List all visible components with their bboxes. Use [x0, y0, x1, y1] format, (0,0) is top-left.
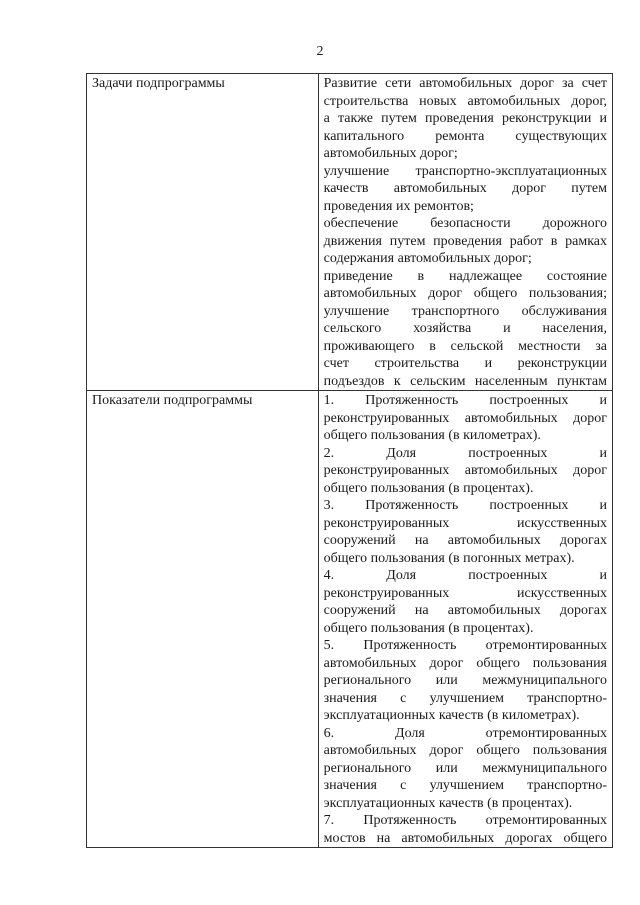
tasks-label: Задачи подпрограммы: [92, 76, 225, 91]
text-line: сооружений на автомобильных дорогах: [323, 533, 607, 548]
text-line: движения путем проведения работ в рамках: [323, 233, 607, 249]
text-line: 5. Протяженность отремонтированных: [323, 638, 607, 653]
tasks-value-cell: [318, 74, 612, 391]
page-number: 2: [316, 44, 324, 59]
tasks-label-cell: [87, 74, 319, 391]
text-line: 4. Доля построенных и: [323, 568, 607, 583]
text-line: счет строительства и реконструкции: [323, 356, 607, 371]
text-line: строительства новых автомобильных дорог,: [323, 93, 607, 109]
text-line: общего пользования (в погонных метрах).: [323, 550, 575, 566]
text-line: значения с улучшением транспортно-: [323, 690, 607, 706]
tasks-text: [324, 75, 607, 390]
text-line: а также путем проведения реконструкции и: [323, 111, 607, 126]
text-line: автомобильных дорог;: [323, 146, 458, 161]
text-line: капитального ремонта существующих: [323, 128, 607, 144]
text-line: 1. Протяженность построенных и: [323, 393, 607, 408]
text-line: сельского хозяйства и населения,: [323, 321, 607, 336]
text-line: обеспечение безопасности дорожного: [323, 216, 607, 231]
text-line: сооружений на автомобильных дорогах: [323, 603, 607, 618]
text-line: автомобильных дорог общего пользования;: [323, 286, 607, 301]
text-line: содержания автомобильных дорог;: [323, 251, 532, 266]
text-line: подъездов к сельским населенным пунктам: [323, 373, 607, 389]
text-line: реконструированных автомобильных дорог: [323, 410, 607, 426]
text-line: проживающего в сельской местности за: [323, 338, 607, 354]
text-line: автомобильных дорог общего пользования: [323, 655, 607, 671]
text-line: 7. Протяженность отремонтированных: [323, 813, 607, 828]
indicators-value-cell: [318, 391, 612, 848]
text-line: автомобильных дорог общего пользования: [323, 743, 607, 758]
text-line: качеств автомобильных дорог путем: [323, 181, 607, 196]
text-line: 3. Протяженность построенных и: [323, 498, 607, 513]
text-line: улучшение транспортно-эксплуатационных: [323, 163, 607, 179]
text-line: значения с улучшением транспортно-: [323, 778, 607, 793]
text-line: приведение в надлежащее состояние: [323, 268, 607, 284]
text-line: эксплуатационных качеств (в километрах).: [323, 708, 580, 723]
text-line: мостов на автомобильных дорогах общего: [323, 830, 607, 846]
subprogram-passport-table: [86, 73, 613, 848]
text-line: реконструированных автомобильных дорог: [323, 463, 607, 478]
text-line: реконструированных искусственных: [323, 515, 607, 531]
text-line: регионального или межмуниципального: [323, 760, 607, 776]
table-row-indicators: [87, 391, 613, 848]
indicators-label-cell: [87, 391, 319, 848]
text-line: улучшение транспортного обслуживания: [323, 303, 607, 319]
text-line: 6. Доля отремонтированных: [323, 725, 607, 741]
text-line: общего пользования (в процентах).: [323, 480, 534, 496]
indicators-label: Показатели подпрограммы: [92, 393, 253, 408]
text-line: регионального или межмуниципального: [323, 673, 607, 688]
text-line: 2. Доля построенных и: [323, 445, 607, 461]
text-line: общего пользования (в процентах).: [323, 620, 534, 636]
text-line: эксплуатационных качеств (в процентах).: [323, 795, 573, 811]
text-line: реконструированных искусственных: [323, 585, 607, 601]
text-line: общего пользования (в километрах).: [323, 428, 541, 443]
indicators-text: [324, 392, 607, 847]
table-row-tasks: [87, 74, 613, 391]
text-line: Развитие сети автомобильных дорог за счет: [323, 76, 607, 91]
text-line: проведения их ремонтов;: [323, 198, 474, 214]
